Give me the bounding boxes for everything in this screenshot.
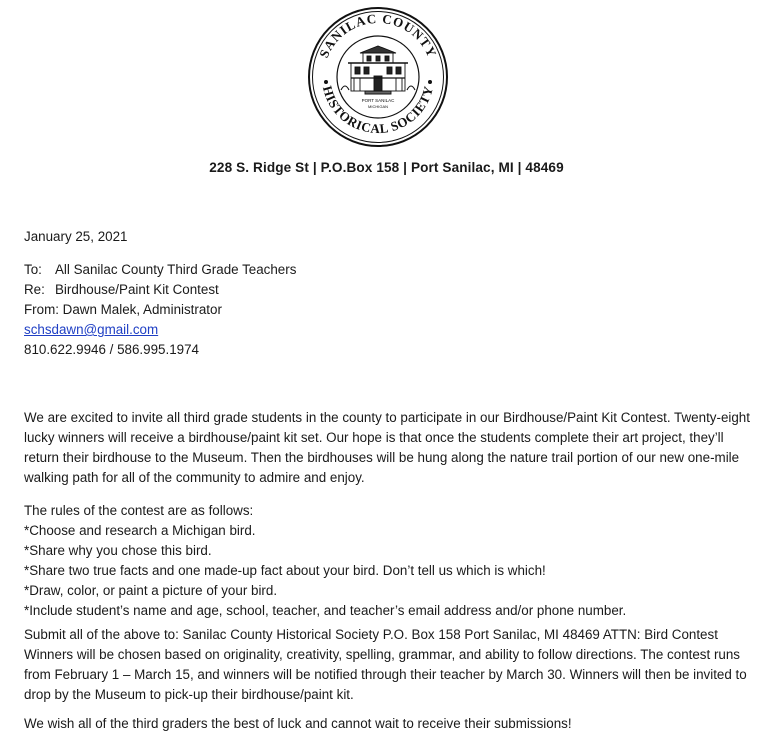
rule-item: *Share two true facts and one made-up fact about your bird. Don’t tell us which is which! (24, 563, 546, 578)
rule-item: *Include student’s name and age, school, teacher, and teacher’s email address and/or phone number. (24, 603, 627, 618)
letter-date: January 25, 2021 (24, 229, 128, 244)
memo-to-value: All Sanilac County Third Grade Teachers (55, 262, 297, 277)
memo-header (24, 260, 754, 360)
intro-paragraph: We are excited to invite all third grade students in the county to participate in our Birdhouse/Paint Kit Contest. Twenty-eight lucky winners will receive a birdhouse/paint kit set. Our hope is that once the students complete their art project, they’ll return their birdhouse to the Museum. Then the birdhouses will be hung along the nature trail portion of our new one-mile walking path for all of the community to admire and enjoy. (24, 410, 750, 485)
rule-item: *Draw, color, or paint a picture of your bird. (24, 583, 278, 598)
seal-caption-line2: MICHIGAN (368, 104, 388, 109)
rule-item: *Choose and research a Michigan bird. (24, 523, 256, 538)
rule-item: *Share why you chose this bird. (24, 543, 212, 558)
seal-text-bottom: HISTORICAL SOCIETY (319, 84, 437, 137)
memo-from: From: Dawn Malek, Administrator (24, 302, 222, 317)
phone-numbers: 810.622.9946 / 586.995.1974 (24, 342, 199, 357)
memo-re-value: Birdhouse/Paint Kit Contest (55, 282, 219, 297)
rules-intro: The rules of the contest are as follows: (24, 503, 254, 518)
house-illustration (341, 46, 415, 94)
memo-to-label: To: (24, 262, 42, 277)
memo-to (24, 260, 754, 280)
seal-caption-line1: PORT SANILAC (361, 98, 395, 103)
memo-re (24, 280, 754, 300)
email-link[interactable]: schsdawn@gmail.com (24, 322, 159, 337)
historical-society-seal (307, 6, 449, 148)
contest-rules (24, 501, 754, 621)
seal-text-top: SANILAC COUNTY (316, 10, 440, 60)
closing-paragraph: We wish all of the third graders the best of luck and cannot wait to receive their submissions! (24, 716, 572, 731)
submission-paragraph: Submit all of the above to: Sanilac County Historical Society P.O. Box 158 Port Sanilac, MI 48469 ATTN: Bird Contest Winners will be chosen based on originality, creativity, spelling, grammar, and ability to follow directions. The contest runs from February 1 – March 15, and winners will be notified through their teacher by March 30. Winners will then be invited to drop by the Museum to pick-up their birdhouse/paint kit. (24, 627, 747, 702)
memo-re-label: Re: (24, 282, 45, 297)
header-address: 228 S. Ridge St | P.O.Box 158 | Port Sanilac, MI | 48469 (209, 160, 564, 175)
